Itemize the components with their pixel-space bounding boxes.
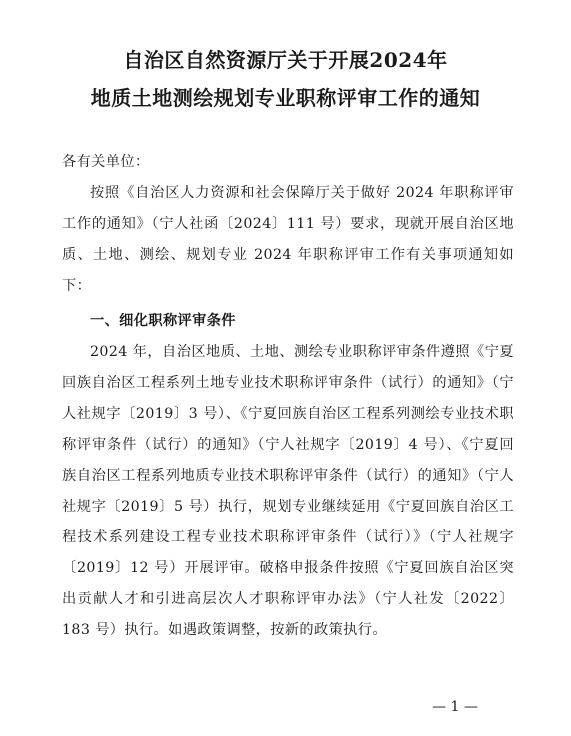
paragraph-section-1: 2024 年，自治区地质、土地、测绘专业职称评审条件遵照《宁夏回族自治区工程系列土地专业技术职称评审条件（试行）的通知》（宁人社规字〔2019〕3 号）、《宁夏回族自治区工程系列测绘专业技术职称评审条件（试行）的通知》（宁人社规字〔2019〕4 号）、《宁夏回族自治区工程系列地质专业技术职称评审条件（试行）的通知》（宁人社规字〔2019〕5 号）执行，规划专业继续延用《宁夏回族自治区工程技术系列建设工程专业技术职称评审条件（试行）》（宁人社规字〔2019〕12 号）开展评审。破格申报条件按照《宁夏回族自治区突出贡献人才和引进高层次人才职称评审办法》（宁人社发〔2022〕183 号）执行。如遇政策调整，按新的政策执行。	[62, 344, 514, 639]
page-number: — 1 —	[432, 699, 478, 715]
document-title-line-1: 自治区自然资源厅关于开展2024年	[123, 48, 448, 72]
document-title-line-2: 地质土地测绘规划专业职称评审工作的通知	[90, 86, 481, 110]
salutation: 各有关单位：	[62, 154, 150, 170]
section-heading-1: 一、细化职称评审条件	[90, 313, 236, 329]
paragraph-intro: 按照《自治区人力资源和社会保障厅关于做好 2024 年职称评审工作的通知》（宁人社函〔2024〕111 号）要求，现就开展自治区地质、土地、测绘、规划专业 2024 年职称评审工作有关事项通知如下：	[62, 185, 514, 294]
